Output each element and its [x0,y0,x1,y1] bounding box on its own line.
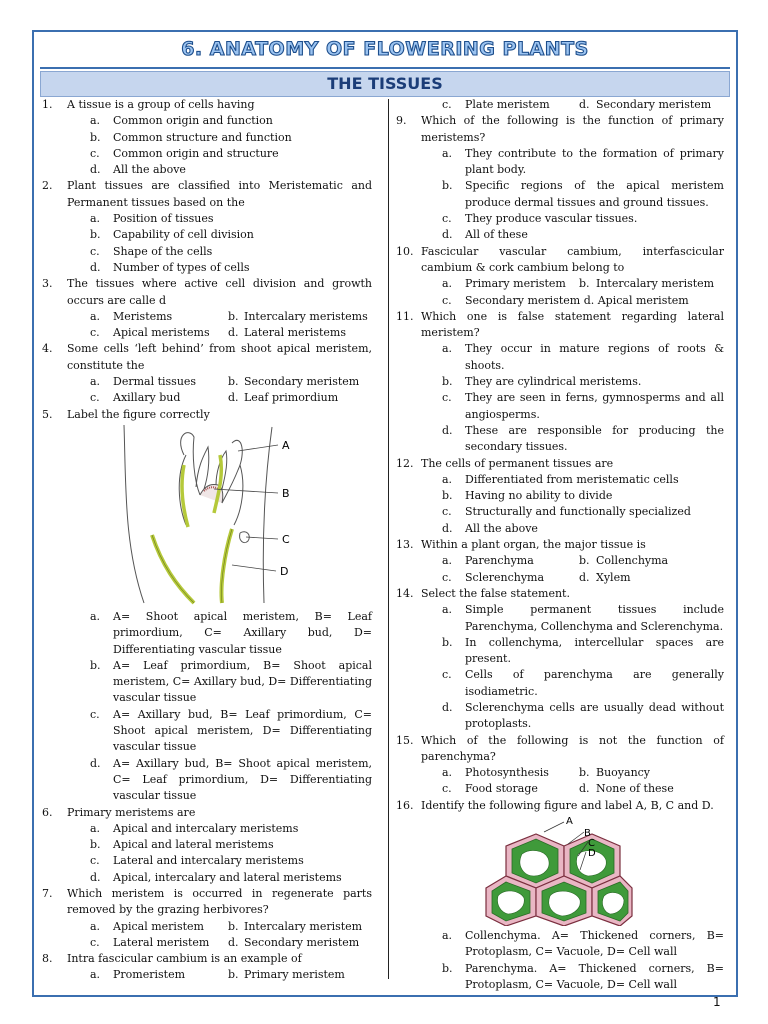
option-pair: a. Dermal tissues b. Secondary meristem [90,375,360,389]
option: d. All the above [442,521,538,535]
option: b. Apical and lateral meristems [90,838,274,852]
option: c. Lateral and intercalary meristems [90,854,304,868]
option: c. They produce vascular tissues. [442,212,638,226]
tissue-label-a: A [566,816,573,828]
option-pair: a. Meristems b. Intercalary meristems [90,309,368,323]
option: d. These are responsible for producing the secondary tissues. [442,423,724,454]
option: d. Sclerenchyma cells are usually dead without protoplasts. [442,700,724,731]
question: 10. Fascicular vascular cambium, interfascicular cambium & cork cambium belong to [396,244,724,274]
option: b. In collenchyma, intercellular spaces are present. [442,635,724,666]
option: d. A= Axillary bud, B= Shoot apical meristem, C= Leaf primordium, D= Differentiating vascular tissue [90,756,372,803]
option-pair: a. Photosynthesis b. Buoyancy [442,766,651,780]
option: b. They are cylindrical meristems. [442,375,642,389]
figure-label-c: C [282,532,290,546]
question: 8. Intra fascicular cambium is an example of [42,952,302,966]
option: a. Position of tissues [90,212,214,226]
tissue-label-b: B [584,828,591,840]
option: a. They occur in mature regions of roots & shoots. [442,342,724,372]
option-pair: a. Primary meristem b. Intercalary meristem [442,277,715,291]
section-heading: THE TISSUES [40,71,730,97]
option: a. Collenchyma. A= Thickened corners, B= Protoplasm, C= Vacuole, D= Cell wall [442,929,724,959]
option-pair: c. Apical meristems d. Lateral meristems [90,326,346,340]
option: b. Capability of cell division [90,228,254,242]
option-pair: c. Sclerenchyma d. Xylem [442,570,631,584]
figure-label-d: D [280,564,289,578]
question: 5. Label the figure correctly [42,407,210,421]
option: b. Specific regions of the apical meristem produce dermal tissues and ground tissues. [442,179,724,209]
page-number: 1 [713,995,721,1009]
column-divider [388,99,389,979]
option-pair: a. Promeristem b. Primary meristem [90,968,345,982]
option: c. They are seen in ferns, gymnosperms and all angiosperms. [442,391,724,421]
option-pair: a. Parenchyma b. Collenchyma [442,554,669,568]
question: 2. Plant tissues are classified into Meristematic and Permanent tissues based on the [42,179,372,209]
option: b. A= Leaf primordium, B= Shoot apical meristem, C= Axillary bud, D= Differentiating vascular tissue [90,658,372,705]
question: 9. Which of the following is the function of primary meristems? [396,114,724,144]
question: 3. The tissues where active cell division and growth occurs are calle d [42,277,372,307]
option: c. Common origin and structure [90,146,279,160]
option: b. Common structure and function [90,130,292,144]
option: a. Apical and intercalary meristems [90,821,299,835]
question: 13. Within a plant organ, the major tissue is [396,538,646,552]
question: 7. Which meristem is occurred in regenerate parts removed by the grazing herbivores? [42,886,372,917]
option-pair: c. Secondary meristem d. Apical meristem [442,293,689,307]
option: d. Apical, intercalary and lateral meristems [90,870,342,884]
option: b. Parenchyma. A= Thickened corners, B= Protoplasm, C= Vacuole, D= Cell wall [442,961,724,991]
option: c. Shape of the cells [90,244,213,258]
question: 4. Some cells ‘left behind’ from shoot apical meristem, constitute the [42,342,372,372]
option: d. All of these [442,228,528,242]
collenchyma-diagram [484,816,634,926]
question: 12. The cells of permanent tissues are [396,456,614,470]
option: a. Common origin and function [90,114,273,128]
option: c. Cells of parenchyma are generally isodiametric. [442,668,724,698]
option: b. Having no ability to divide [442,489,613,503]
right-column [394,97,724,993]
question: 6. Primary meristems are [42,805,196,819]
option: d. All the above [90,163,186,177]
question: 11. Which one is false statement regarding lateral meristem? [396,309,724,340]
tissue-figure [394,814,724,928]
figure-label-a: A [282,438,290,452]
title-divider [40,67,730,69]
shoot-apex-diagram [114,425,304,605]
option: c. A= Axillary bud, B= Leaf primordium, C= Shoot apical meristem, D= Differentiating vascular tissue [90,707,372,754]
figure-label-b: B [282,486,290,500]
page-title: 6. ANATOMY OF FLOWERING PLANTS [181,38,589,60]
question: 16. Identify the following figure and label A, B, C and D. [396,798,714,812]
option-pair: c. Plate meristem d. Secondary meristem [442,98,712,111]
option: a. Differentiated from meristematic cells [442,472,679,486]
tissue-label-d: D [588,848,596,860]
shoot-apex-figure [40,423,372,609]
option: c. Structurally and functionally specialized [442,505,691,519]
option: d. Number of types of cells [90,260,250,274]
option: a. Simple permanent tissues include Parenchyma, Collenchyma and Sclerenchyma. [442,603,724,633]
option-pair: c. Food storage d. None of these [442,782,674,796]
option-pair: c. Axillary bud d. Leaf primordium [90,391,339,405]
option: a. A= Shoot apical meristem, B= Leaf primordium, C= Axillary bud, D= Differentiating vascular tissue [90,609,372,656]
question: 15. Which of the following is not the function of parenchyma? [396,733,724,763]
tissue-label-c: C [588,838,595,850]
question: 14. Select the false statement. [396,586,570,600]
option-pair: a. Apical meristem b. Intercalary meristem [90,919,363,933]
left-column [40,97,372,984]
option-pair: c. Lateral meristem d. Secondary meristem [90,935,360,949]
question: 1. A tissue is a group of cells having [42,98,255,111]
option: a. They contribute to the formation of primary plant body. [442,146,724,177]
